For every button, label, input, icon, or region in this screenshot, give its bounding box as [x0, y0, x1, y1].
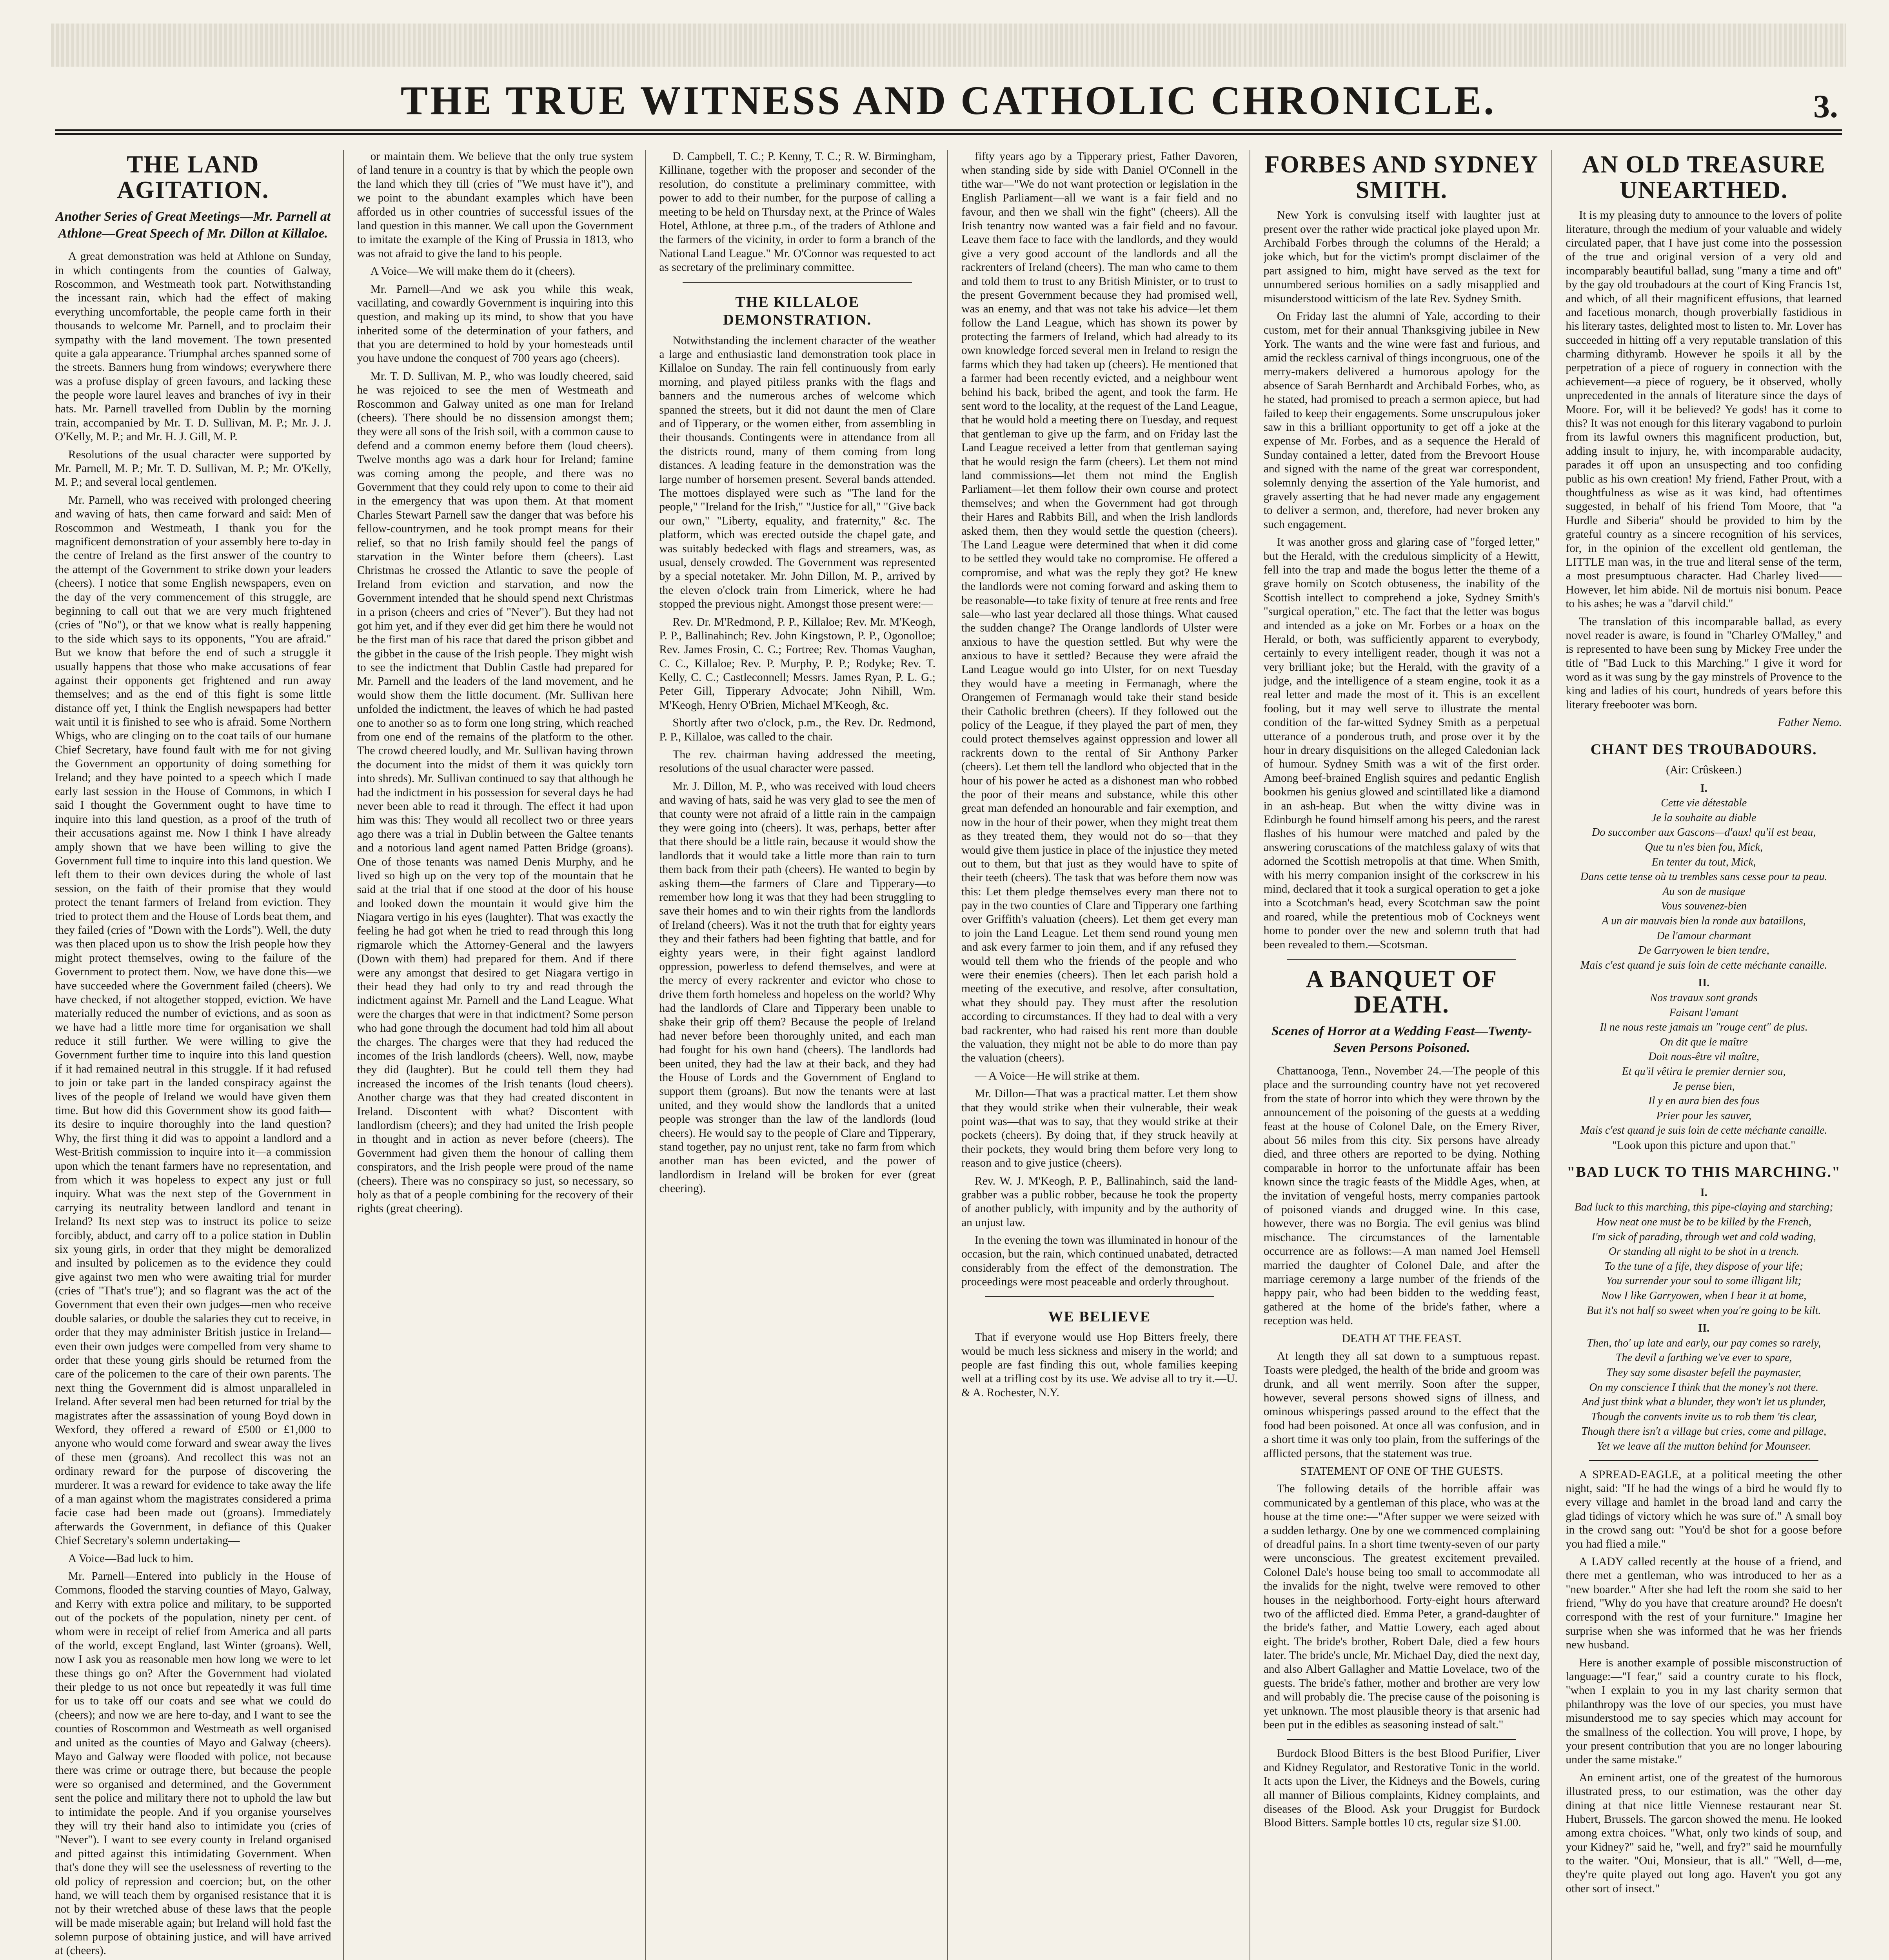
paragraph: In the evening the town was illuminated in honour of the occasion, but the rain, which continued unabated, detracted considerably from the effect of the demonstration. The proceedings were most peaceable and orderly throughout.: [961, 1234, 1238, 1289]
verse-line: Or standing all night to be shot in a trench.: [1608, 1245, 1799, 1258]
verse-line: En tenter du tout, Mick,: [1651, 856, 1756, 868]
verse-line: Il ne nous reste jamais un "rouge cent" de plus.: [1600, 1021, 1808, 1034]
land-headline: THE LAND AGITATION.: [117, 151, 269, 204]
paragraph: The following details of the horrible affair was communicated by a gentleman of this place, who was at the house at the time one:—"After supper we were seized with a sudden lethargy. One by one we commenced complaining of dreadful pains. In a short time twenty-seven of our party were unconscious. The greatest excitement prevailed. Colonel Dale's house being too small to accommodate all the invalids for the night, twelve were removed to other houses in the neighborhood. Forty-eight hours afterward two of the afflicted died. Emma Peter, a grand-daughter of the bride's father, and Mattie Lowery, each aged about eight. The bride's brother, Robert Dale, died a few hours later. The bride's uncle, Mr. Michael Day, died the next day, and also Albert Gallagher and Mattie Lovelace, two of the guests. The bride's father, mother and brother are very low and will probably die. The precise cause of the poisoning is yet unknown. The most plausible theory is that arsenic had been put in the edibles as seasoning instead of salt.": [1263, 1483, 1540, 1731]
verse-line: Au son de musique: [1662, 885, 1746, 898]
verse-line: Now I like Garryowen, when I hear it at home,: [1601, 1290, 1807, 1302]
verse-line: De l'amour charmant: [1657, 929, 1751, 942]
column-2: [357, 150, 646, 1960]
paragraph: Rev. W. J. M'Keogh, P. P., Ballinahinch, said the land-grabber was a public robber, because he took the property of another publicly, with impunity and by the authority of an unjust law.: [961, 1174, 1238, 1229]
paragraph: New York is convulsing itself with laughter just at present over the rather wide practical joke played upon Mr. Archibald Forbes through the columns of the Herald; a joke which, but for the victim's prompt disclaimer of the part assigned to him, might have served as the text for unnumbered serious homilies on a sadly misapplied and misunderstood witticism of the late Rev. Sydney Smith.: [1263, 209, 1540, 305]
paragraph: It was another gross and glaring case of "forged letter," but the Herald, with the credulous simplicity of a Hewitt, fell into the trap and made the bogus letter the theme of a grave homily on Scotch obtuseness, the inability of the Scottish intellect to comprehend a joke, Sydney Smith's "surgical operation," etc. The fact that the letter was bogus and intended as a joke on Mr. Forbes or a hoax on the Herald, or both, was sufficiently apparent to everybody, certainly to every intelligent reader, though it was not a very brilliant joke; but the Herald, with the gravity of a judge, and the intelligence of a steam engine, took it as a real letter and made the most of it. This is an excellent fooling, but it may well serve to illustrate the mental condition of the far-witted Sydney Smith as a perpetual utterance of a ponderous truth, and prose over it by the hour in dreary disquisitions on the alleged Caledonian lack of humour. Sydney Smith was a wit of the first order. Among beef-brained English squires and pedantic English bookmen his genius glowed and scintillated like a diamond in an ash-heap. But when the witty divine was in Edinburgh he found himself among his peers, and the rarest flashes of his humour were matched and paled by the answering coruscations of the matchless galaxy of wits that adorned the Scottish metropolis at that time. When Smith, with his merry companion insight of the corkscrew in his mind, declared that it took a surgical operation to get a joke into a Scotchman's head, every Scotchman saw the point and roared, while the pretentious mob of Cockneys went home to ponder over the new and solemn truth that had been revealed to them.—Scotsman.: [1263, 536, 1540, 951]
banquet-subhead: Scenes of Horror at a Wedding Feast—Twenty-Seven Persons Poisoned.: [1271, 1024, 1532, 1055]
verse-line: Nos travaux sont grands: [1650, 991, 1758, 1004]
verse-line: I'm sick of parading, through wet and cold wading,: [1591, 1230, 1816, 1243]
refrain-caption: "Look upon this picture and upon that.": [1612, 1139, 1796, 1152]
divider: [1287, 1739, 1517, 1740]
verse-line: Prier pour les sauver,: [1656, 1109, 1752, 1122]
forbes-headline: FORBES AND SYDNEY SMITH.: [1264, 151, 1539, 204]
killaloe-headline: THE KILLALOE DEMONSTRATION.: [723, 294, 872, 328]
divider: [1589, 1460, 1818, 1461]
banquet-headline: A BANQUET OF DEATH.: [1306, 965, 1497, 1018]
verse-line: Faisant l'amant: [1669, 1006, 1738, 1019]
paragraph: An eminent artist, one of the greatest of the humorous illustrated press, to our estimation, was the other day dining at that nice little Viennese restaurant near St. Hubert, Brussels. The garcon showed the menu. He looked among extra choices. "What, only two kinds of soup, and your Kidney?" said he, "well, and fry?" said he mournfully to the waiter. "Oui, Monsieur, that is all." "Well, d—me, they're quite played out long ago. Haven't you got any other sort of insect.": [1566, 1771, 1842, 1895]
column-5: [1264, 150, 1553, 1960]
paragraph: At length they all sat down to a sumptuous repast. Toasts were pledged, the health of the bride and groom was drunk, and all went merrily. Soon after the supper, however, several persons showed signs of illness, and ominous whisperings passed around to the effect that the food had been poisoned. At once all was confusion, and in a short time it was only too plain, from the sufferings of the afflicted persons, that the statement was true.: [1263, 1350, 1540, 1460]
paragraph: fifty years ago by a Tipperary priest, Father Davoren, when standing side by side with Daniel O'Connell in the tithe war—"We do not want protection or legislation in the English Parliament—all we want is a fair field and no favour, and then we shall win the fight" (cheers). All the Irish tenantry now wanted was a fair field and no favour. Leave them face to face with the landlords, and they would give a very good account of the landlords and all the rackrenters of Ireland (cheers). The man who came to them and told them to trust to any British Minister, or to trust to the present Government because they had promised well, was an enemy, and that was not take his advice—let them follow the Land League, which has shown its power by protecting the farmers of Ireland, which had already to its own knowledge forced several men in Ireland to resign the farms which they had taken up (cheers). He mentioned that a farmer had been recently evicted, and a neighbour went behind his back, bribed the agent, and took the farm. He sent word to the locality, at the request of the Land League, that he would hold a meeting there on Tuesday, and request that gentleman to give up the farm, and on Friday last the Land League received a letter from that gentleman saying that he would resign the farm (cheers). Let them not mind land commissions—let them not mind the English Parliament—let them follow their own course and protect themselves; and when the Government had got through their Hares and Rabbits Bill, and when the Irish landlords asked them, then they would settle the question (cheers). The Land League were determined that when it did come to be settled they would take no compromise. He offered a compromise, and what was the reply they got? He knew the landlords were not coming forward and asking them to be reasonable—to take fixity of tenure at free rents and free sale—who last year declared all those things. What caused the sudden change? The Orange landlords of Ulster were anxious to have the question settled. But why were the anxious to have it settled? Because they were afraid the Land League would go into Ulster, for on next Tuesday they would have a meeting in Fermanagh, where the Orangemen of Fermanagh would take their stand beside their Catholic brethren (cheers). If they followed out the policy of the League, if they played the part of men, they could protect themselves against oppression and lower all rackrents down to the rental of Sir Anthony Parker (cheers). Let them tell the landlord who objected that in the hour of his power he acted as a dishonest man who robbed the poor of their means and substance, while this other great man defended an honourable and fair exemption, and now in the hour of their power, when they might treat them as they treated them, they would not do so—that they would give them justice in place of the injustice they meted out to them, but that just as they would have to spite of their teeth (cheers). The task that was before them now was this: Let them pledge themselves every man there not to pay in the two counties of Clare and Tipperary one farthing over Griffith's valuation (cheers). Let them get every man to join the Land League. Let them send round young men and ask every farmer to join them, and if any refused they would tell them who the friends of the people and who were their enemies (cheers). Then let each parish hold a meeting of the executive, and resolve, after consultation, what they should pay. They must after the resolution according to circumstances. If they had to deal with a very bad rackrenter, who had raised his rent more than double the valuation, they might not be able to do more than pay the valuation (cheers).: [961, 150, 1238, 1065]
paragraph: Mr. Parnell, who was received with prolonged cheering and waving of hats, then came forward and said: Men of Roscommon and Westmeath, I thank you for the magnificent demonstration of your assembly here to-day in the centre of Ireland as the first answer of the country to the attempt of the Government to strike down your leaders (cheers). I notice that some English newspapers, even on the day of the very commencement of this struggle, are beginning to call out that we are very much frightened (cries of "No"), or that we know what is really happening to the side which says to its opponents, "You are afraid." But we know that before the end of such a struggle it usually happens that those who make accusations of fear against their opponents get frightened and run away themselves; and as the end of this fight is some little distance off yet, I think the English newspapers had better wait until it is finished to see who is afraid. Some Northern Whigs, who are clinging on to the coat tails of our humane Chief Secretary, have found fault with me for not giving the Government an opportunity of doing something for Ireland; and they have pointed to a speech which I made early last session in the House of Commons, in which I said I thought the Government ought to have time to inquire into this land question, as a proof of the truth of their accusations against me. Now I think I have already amply shown that we have been willing to give the Government full time to inquire into this land question. We left them to their own devices during the whole of last session, on the faith of their promise that they would protect the tenant farmers of Ireland from eviction. They tried to protect them and the House of Lords beat them, and they failed (cries of "Down with the Lords"). Well, the duty was then placed upon us to show the Irish people how they might protect themselves, owing to the failure of the Government to protect them. Now, we have done this—we have succeeded where the Government failed (cheers). We have checked, if not altogether stopped, eviction. We have materially reduced the number of evictions, and as soon as we have had a little more time for organisation we shall reduce it still further. We were willing to give the Government further time to inquire into this land question if it had remained neutral in this struggle. If it had refused to join or take part in the landed conspiracy against the lives of the people of Ireland we would have given them time. But how did this Government show its good faith—its desire to inquire thoroughly into the land question? Why, the first thing it did was to appoint a landlord and a West-British commission to inquire into it—a commission upon which the tenant farmers have no representation, and from which it was hopeless to expect any just or full inquiry. What was the next step of the Government in carrying its neutrality between landlord and tenant in Ireland? Its next step was to instruct its police to seize forcibly, abduct, and carry off to a police station in Dublin six young girls, in order that they might be demoralized and insulted by policemen as to the evidence they could give against two men who were awaiting trial for murder (cries of "That's true"); and so flagrant was the act of the Government that even their own judges—men who receive double salaries, or double the salaries they cut to receive, in order that they may administer British justice in Ireland—even their own judges were compelled from very shame to order that these young girls should be returned from the care of the policemen to the care of their own parents. The next thing the Government did is almost unparalleled in Ireland. After several men had been returned for trial by the magistrates after the assassination of young Boyd down in Wexford, they offered a reward of £500 or £1,000 to anyone who would come forward and swear away the lives of these men (groans). And recollect this was not an ordinary reward for the purpose of discovering the murderer. It was a reward for evidence to take away the life of a man against whom the magistrates considered a prima facie case had been made out (groans). Immediately afterwards the Government, in defiance of this Quaker Chief Secretary's solemn undertaking—: [55, 494, 331, 1547]
divider: [1287, 959, 1517, 960]
advert-text: Burdock Blood Bitters is the best Blood Purifier, Liver and Kidney Regulator, and Restorative Tonic in the world. It acts upon the Liver, the Kidneys and the Bowels, curing all manner of Bilious complaints, Kidney complaints, and diseases of the Blood. Ask your Druggist for Burdock Blood Bitters. Sample bottles 10 cts, regular size $1.00.: [1263, 1747, 1540, 1829]
verse-line: Mais c'est quand je suis loin de cette méchante canaille.: [1580, 1124, 1827, 1137]
masthead: [55, 71, 1842, 135]
verse-number: II.: [1698, 1322, 1710, 1335]
paragraph: — A Voice—He will strike at them.: [975, 1069, 1140, 1082]
refrain-verse: [1566, 1186, 1842, 1453]
paragraph: Shortly after two o'clock, p.m., the Rev. Dr. Redmond, P. P., Killaloe, was called to the chair.: [659, 717, 936, 743]
paragraph: Rev. Dr. M'Redmond, P. P., Killaloe; Rev. Mr. M'Keogh, P. P., Ballinahinch; Rev. John Kingstown, P. P., Ogonolloe; Rev. James Frosin, C. C.; Fortree; Rev. Thomas Vaughan, C. C., Killaloe; Rev. P. Murphy, P. P.; Rodyke; Rev. T. Kelly, C. C.; Castleconnell; Messrs. James Ryan, P. L. G.; Peter Gill, Tipperary Advocate; John Nihill, Wm. M'Keogh, Henry O'Brien, Michael M'Keogh, &c.: [659, 615, 936, 711]
verse-line: On dit que le maître: [1660, 1036, 1748, 1048]
verse-line: On my conscience I think that the money's not there.: [1589, 1381, 1819, 1394]
verse-line: To the tune of a fife, they dispose of your life;: [1604, 1260, 1804, 1272]
paragraph: Mr. Dillon—That was a practical matter. Let them show that they would strike when their vulnerable, their weak point was—that was to say, that they would strike at their pockets (cheers). By doing that, if they struck heavily at their pockets, they would bring them before very long to reason and to give justice (cheers).: [961, 1087, 1238, 1170]
columns: [55, 150, 1842, 1960]
paragraph: A SPREAD-EAGLE, at a political meeting the other night, said: "If he had the wings of a bird he would fly to every village and hamlet in the broad land and carry the glad tidings of victory which he was sure of." A small boy in the crowd sang out: "You'd be shot for a goose before you had flied a mile.": [1566, 1468, 1842, 1550]
refrain-title: "BAD LUCK TO THIS MARCHING.": [1567, 1164, 1841, 1181]
verse-line: A un air mauvais bien la ronde aux bataillons,: [1602, 915, 1806, 927]
verse-line: But it's not half so sweet when you're going to be kilt.: [1587, 1304, 1821, 1317]
verse-line: Yet we leave all the mutton behind for Mounseer.: [1597, 1440, 1811, 1452]
paragraph: A LADY called recently at the house of a friend, and there met a gentleman, who was introduced to her as a "new boarder." After she had left the room she said to her friend, "Why do you have that creature around? He doesn't correspond with the rest of your furniture." Imagine her surprise when she was informed that he was her friends new husband.: [1566, 1555, 1842, 1651]
verse-line: The devil a farthing we've ever to spare,: [1615, 1352, 1792, 1364]
paragraph: The rev. chairman having addressed the meeting, resolutions of the usual character were passed.: [659, 748, 936, 775]
paragraph: The translation of this incomparable ballad, as every novel reader is aware, is found in "Charley O'Malley," and is represented to have been sung by Mickey Free under the title of "Bad Luck to this Marching." I give it word for word as it was sung by the gay minstrels of Provence to the king and ladies of his court, hundreds of years before this literary freebooter was born.: [1566, 615, 1842, 711]
paragraph: A great demonstration was held at Athlone on Sunday, in which contingents from the counties of Galway, Roscommon, and Westmeath took part. Notwithstanding the incessant rain, which had the effect of making everything uncomfortable, the people came forth in their thousands to welcome Mr. Parnell, and to proclaim their sympathy with the land movement. The town presented quite a gala appearance. Triumphal arches spanned some of the streets. Banners hung from windows; everywhere there was a profuse display of green favours, and lacking these the people wore laurel leaves and branches of ivy in their hats. Mr. Parnell travelled from Dublin by the morning train, accompanied by Mr. T. D. Sullivan, M. P.; Mr. J. J. O'Kelly, M. P.; and Mr. H. J. Gill, M. P.: [55, 250, 331, 443]
paragraph: Mr. Parnell—Entered into publicly in the House of Commons, flooded the starving counties of Mayo, Galway, and Kerry with extra police and military, to be supported out of the pockets of the population, ninety per cent. of whom were in receipt of relief from America and all parts of the world, except England, last Winter (groans). Well, now I ask you as reasonable men how long we were to let these things go on? After the Government had violated their pledge to us not once but repeatedly it was full time for us to take off our coats and see what we could do (cheers); and now we are here to-day, and I want to see the counties of Roscommon and Westmeath as well organised and united as the counties of Mayo and Galway (cheers). Mayo and Galway were flooded with police, not because there was crime or outrage there, but because the people were so organised and determined, and the Government sent the police and military there not to uphold the law but to intimidate the people. And if you organise yourselves they will try their hand also to intimidate you (cries of "Never"). I want to see every county in Ireland organised and pitted against this intimidating Government. When that's done they will see the uselessness of reverting to the old policy of repression and coercion; but, on the other hand, we will teach them by organised resistance that it is not by their wretched abuse of these laws that the people will be made miserable again; but Ireland will hold fast the solemn purpose of obtaining justice, and will have arrived at (cheers).: [55, 1570, 331, 1957]
column-1: [55, 150, 344, 1960]
land-body: [55, 250, 331, 1960]
verse-line: How neat one must be to be killed by the French,: [1596, 1216, 1812, 1229]
scan-band: [51, 24, 1846, 67]
verse-line: De Garryowen le bien tendre,: [1638, 944, 1769, 957]
paragraph: or maintain them. We believe that the only true system of land tenure in a country is that by which the people own the land which they till (cries of "We must have it"), and we point to the abundant examples which have been afforded us in other countries of successful issues of the land question in this manner. We call upon the Government to imitate the example of the King of Prussia in 1813, who was not afraid to give the land to his people.: [357, 150, 634, 260]
we-believe-headline: WE BELIEVE: [1048, 1308, 1151, 1325]
paragraph: It is my pleasing duty to announce to the lovers of polite literature, through the medium of your valuable and widely circulated paper, that I have just come into the possession of the true and original version of a very old and incomparably beautiful ballad, sung "many a time and oft" by the gay old troubadours at the court of King Francis 1st, and which, of all their magnificent effusions, that learned and facetious monarch, though proverbially fastidious in his literary tastes, delighted most to listen to. Mr. Lover has succeeded in hitting off a very reputable translation of this charming dithyramb. However he spoils it all by the perpetration of a piece of roguery in connection with the achievement—a piece of roguery, be it observed, wholly unprecedented in the annals of literature since the days of Moore. For, will it be believed? Ye gods! has it come to this? It was not enough for this literary vagabond to purloin from its lawful owners this magnificent production, but, adding insult to injury, he, with incomparable audacity, parades it off upon an unsuspecting and too confiding public as his own creation! My friend, Father Prout, with a thoughtfulness as wise as it was kind, had oftentimes suggested, in behalf of his friend Tom Moore, that "a Hurdle and Siberia" should be provided to him by the grateful country as a sincere recognition of his services, for, in the opinion of the excellent old gentleman, the LITTLE man was, in the true and literal sense of the term, a most presumptuous character. Had Charley lived—— However, let him abide. Nil de mortuis nisi bonum. Peace to his ashes; he was a "darvil child.": [1566, 209, 1842, 610]
paragraph: Resolutions of the usual character were supported by Mr. Parnell, M. P.; Mr. T. D. Sullivan, M. P.; Mr. O'Kelly, M. P.; and several local gentlemen.: [55, 448, 331, 489]
poem-title: CHANT DES TROUBADOURS.: [1590, 741, 1817, 758]
verse-line: Que tu n'es bien fou, Mick,: [1645, 841, 1763, 853]
subsection-title: DEATH AT THE FEAST.: [1342, 1332, 1462, 1345]
verse-number: I.: [1700, 1186, 1707, 1199]
verse-line: Dans cette tense où tu trembles sans cesse pour ta peau.: [1580, 871, 1827, 883]
paragraph: Mr. J. Dillon, M. P., who was received with loud cheers and waving of hats, said he was very glad to see the men of that county were not afraid of a little rain in the campaign they were going into (cheers). It was, perhaps, better after that there should be a little rain, because it would show the landlords that it would take a little more than rain to turn them back from their path (cheers). He wanted to begin by asking them—the farmers of Clare and Tipperary—to remember how long it was that they had been struggling to save their homes and to win their rights from the landlords of Ireland (cheers). Was it not the truth that for eighty years they and their fathers had been fighting that battle, and for eighty years were, in their fight against landlord oppression, powerless to defend themselves, and were at the mercy of every rackrenter and evictor who chose to drive them forth homeless and hopeless on the world? Why had the landlords of Clare and Tipperary been unable to shake their grip off them? Because the people of Ireland had never before been thoroughly united, and each man had fought for his own hand (cheers). The landlords had been united, they had the law at their back, and they had the House of Lords and the Government of England to support them (groans). But now the tenants were at last united, and they would show the landlords that a united people was stronger than the law of the landlords (loud cheers). He would say to the people of Clare and Tipperary, stand together, pay no unjust rent, take no farm from which another man has been evicted, and the power of landlordism in Ireland will be broken for ever (great cheering).: [659, 780, 936, 1195]
verse-line: Cette vie détestable: [1661, 797, 1747, 809]
verse-line: Mais c'est quand je suis loin de cette méchante canaille.: [1580, 959, 1827, 971]
poem-air: (Air: Crûskeen.): [1666, 764, 1742, 777]
subsection-title: STATEMENT OF ONE OF THE GUESTS.: [1300, 1465, 1503, 1478]
column-4: [961, 150, 1250, 1960]
paragraph: On Friday last the alumni of Yale, according to their custom, met for their annual Thanksgiving jubilee in New York. The wants and the wine were fast and furious, and amid the reckless carnival of things incongruous, one of the merry-makers delivered a humorous apology for the absence of Sarah Bernhardt and Archibald Forbes, who, as he stated, had promised to preach a sermon apiece, but had failed to keep their engagements. Some unscrupulous joker saw in this a brilliant opportunity to get off a joke at the expense of Mr. Forbes, and as a sequence the Herald of Sunday contained a letter, dated from the Brevoort House and signed with the name of the great war correspondent, solemnly denying the assertion of the Yale humorist, and gravely asserting that he had never made any engagement to deliver a sermon, and, therefore, had never broken any such engagement.: [1263, 310, 1540, 531]
divider: [683, 282, 912, 283]
paragraph: A Voice—Bad luck to him.: [68, 1552, 194, 1565]
column-3: [659, 150, 948, 1960]
page-number: 3.: [1813, 88, 1838, 125]
verse-line: Though there isn't a village but cries, come and pillage,: [1581, 1425, 1827, 1438]
advert-text: That if everyone would use Hop Bitters freely, there would be much less sickness and misery in the world; and people are fast finding this out, whole families keeping well at a trifling cost by its use. We advise all to try it.—U. & A. Rochester, N.Y.: [961, 1331, 1238, 1399]
verse-line: Doit nous-être vil maître,: [1648, 1051, 1759, 1063]
verse-line: And just think what a blunder, they won't let us plunder,: [1582, 1396, 1826, 1408]
verse-line: You surrender your soul to some illigant lilt;: [1606, 1275, 1802, 1287]
verse-line: Though the convents invite us to rob them 'tis clear,: [1591, 1410, 1817, 1423]
poem-verse: [1566, 782, 1842, 1137]
verse-line: Je pense bien,: [1673, 1080, 1735, 1093]
verse-number: I.: [1700, 782, 1707, 795]
verse-line: Et qu'il vêtira le premier dernier sou,: [1622, 1065, 1786, 1078]
newspaper-title: THE TRUE WITNESS AND CATHOLIC CHRONICLE.: [400, 78, 1497, 123]
treasure-headline: AN OLD TREASURE UNEARTHED.: [1582, 151, 1826, 204]
paragraph: D. Campbell, T. C.; P. Kenny, T. C.; R. W. Birmingham, Killinane, together with the proposer and seconder of the resolution, do constitute a preliminary committee, with power to add to their number, for the purpose of calling a meeting to be held on Thursday next, at the Prince of Wales Hotel, Athlone, at three p.m., of the traders of Athlone and the farmers of the vicinity, in order to form a branch of the National Land League." Mr. O'Connor was requested to act as secretary of the preliminary committee.: [659, 150, 936, 274]
paragraph: A Voice—We will make them do it (cheers).: [370, 265, 576, 278]
land-subhead: Another Series of Great Meetings—Mr. Parnell at Athlone—Great Speech of Mr. Dillon at Killaloe.: [55, 209, 331, 241]
verse-line: Il y en aura bien des fous: [1648, 1095, 1760, 1107]
verse-line: Then, tho' up late and early, our pay comes so rarely,: [1587, 1337, 1821, 1349]
paragraph: Mr. T. D. Sullivan, M. P., who was loudly cheered, said he was rejoiced to see the men of Westmeath and Roscommon and Galway united as one man for Ireland (cheers). There should be no dissension amongst them; they were all sons of the Irish soil, with a common cause to defend and a common enemy before them (loud cheers). Twelve months ago was a dark hour for Ireland; famine was coming among the people, and there was no Government that they could rely upon to come to their aid in the emergency that was upon them. At that moment Charles Stewart Parnell saw the danger that was before his fellow-countrymen, and he took prompt means for their relief, so that no Irish family should feel the pangs of starvation in the Winter before them (cheers). Last Christmas he crossed the Atlantic to save the people of Ireland from eviction and starvation, and now the Government intended that he should spend next Christmas in a prison (cheers and cries of "Never"). But they had not got him yet, and if they ever did get him there he would not be the first man of his race that dared the prison gibbet and the gibbet in the cause of the Irish people. They might wish to see the indictment that Dublin Castle had prepared for Mr. Parnell and the leaders of the land movement, and he would show them the little document. (Mr. Sullivan here unfolded the indictment, the leaves of which he had pasted one to another so as to form one long string, which reached from one end of the remains of the platform to the other. The crowd cheered loudly, and Mr. Sullivan having thrown the document into the midst of them it was quickly torn into shreds). Mr. Sullivan continued to say that although he had the indictment in his possession for several days he had never been able to read it through. The effect it had upon him was this: They would all recollect two or three years ago there was a trial in Dublin between the Galtee tenants and a notorious land agent named Patten Bridge (groans). One of those tenants was named Denis Murphy, and he lived so high up on the very top of the mountain that he said at the trial that if one stood at the door of his house and looked down the mountain it would give him the Niagara vertigo in his eyes (laughter). That was exactly the feeling he had got when he tried to read through this long rigmarole which the Attorney-General and the lawyers (Down with them) had prepared for them. And if there were any amongst that desired to get Niagara vertigo in their head they had only to try and read through the indictment against Mr. Parnell and the Land League. What were the charges that were in that indictment? Some person who had gone through the document had told him all about the charges. The charges were that they had reduced the incomes of the Irish landlords (cheers). Well, now, maybe they did (laughter). But he could tell them they had increased the incomes of the Irish tenants (loud cheers). Another charge was that they had created discontent in Ireland. Discontent with what? Discontent with landlordism (cheers); and they had united the Irish people in thought and in action as never before (cheers). The Government had given them the honour of calling them conspirators, and the Irish people were proud of the name (cheers). There was no conspiracy so just, so necessary, so holy as that of a people combining for the recovery of their rights (great cheering).: [357, 370, 634, 1215]
paragraph: Chattanooga, Tenn., November 24.—The people of this place and the surrounding country have not yet recovered from the state of horror into which they were thrown by the announcement of the poisoning of the guests at a wedding feast at the house of Colonel Dale, on the Emery River, about 56 miles from this city. Six persons have already died, and three others are reported to be dying. Nothing comparable in horror to the unfortunate affair has been known since the tragic feasts of the Middle Ages, when, at the invitation of vengeful hosts, merry companies partook of poisoned viands and drugged wine. In this case, however, there was no Borgia. The evil genius was blind mischance. The circumstances of the lamentable occurrence are as follows:—A man named Joel Hemsell married the daughter of Colonel Dale, and after the marriage ceremony a large number of the friends of the happy pair, who had been bidden to the wedding feast, gathered at the home of the bride's father, where a reception was held.: [1263, 1065, 1540, 1327]
verse-line: They say some disaster befell the paymaster,: [1606, 1366, 1802, 1379]
signature: Father Nemo.: [1778, 716, 1842, 729]
verse-line: Vous souvenez-bien: [1661, 900, 1747, 913]
paragraph: Here is another example of possible misconstruction of language:—"I fear," said a country curate to his flock, "when I explain to you in my last charity sermon that philanthropy was the love of our species, you must have misunderstood me to say species which may account for the smallness of the collection. You will prove, I hope, by your present contribution that you are no longer labouring under the same mistake.": [1566, 1656, 1842, 1766]
verse-line: Bad luck to this marching, this pipe-claying and starching;: [1574, 1201, 1833, 1214]
verse-line: Je la souhaite au diable: [1651, 811, 1756, 824]
column-6: [1566, 150, 1842, 1960]
paragraph: Notwithstanding the inclement character of the weather a large and enthusiastic land demonstration took place in Killaloe on Sunday. The rain fell continuously from early morning, and played pitiless pranks with the flags and banners and the numerous arches of welcome which spanned the streets, but it did not daunt the men of Clare and of Tipperary, or the women either, from assembling in their thousands. Contingents were in attendance from all the districts round, many of them coming from long distances. A leading feature in the demonstration was the large number of horsemen present. Several bands attended. The mottoes displayed were such as "The land for the people," "Ireland for the Irish," "Justice for all," "Give back our own," "Liberty, equality, and fraternity," &c. The platform, which was erected outside the chapel gate, and was suitably bedecked with flags and streamers, was, as usual, densely crowded. The Government was represented by a special notetaker. Mr. John Dillon, M. P., arrived by the eleven o'clock train from Limerick, where he had stopped the previous night. Amongst those present were:—: [659, 334, 936, 611]
verse-number: II.: [1698, 977, 1710, 989]
verse-line: Do succomber aux Gascons—d'aux! qu'il est beau,: [1592, 826, 1816, 839]
paragraph: Mr. Parnell—And we ask you while this weak, vacillating, and cowardly Government is inquiring into this question, and making up its mind, to show that you have inherited some of the determination of your fathers, and that you are determined to hold by your homesteads until you have undone the conquest of 700 years ago (cheers).: [357, 283, 634, 365]
divider: [985, 1296, 1214, 1297]
